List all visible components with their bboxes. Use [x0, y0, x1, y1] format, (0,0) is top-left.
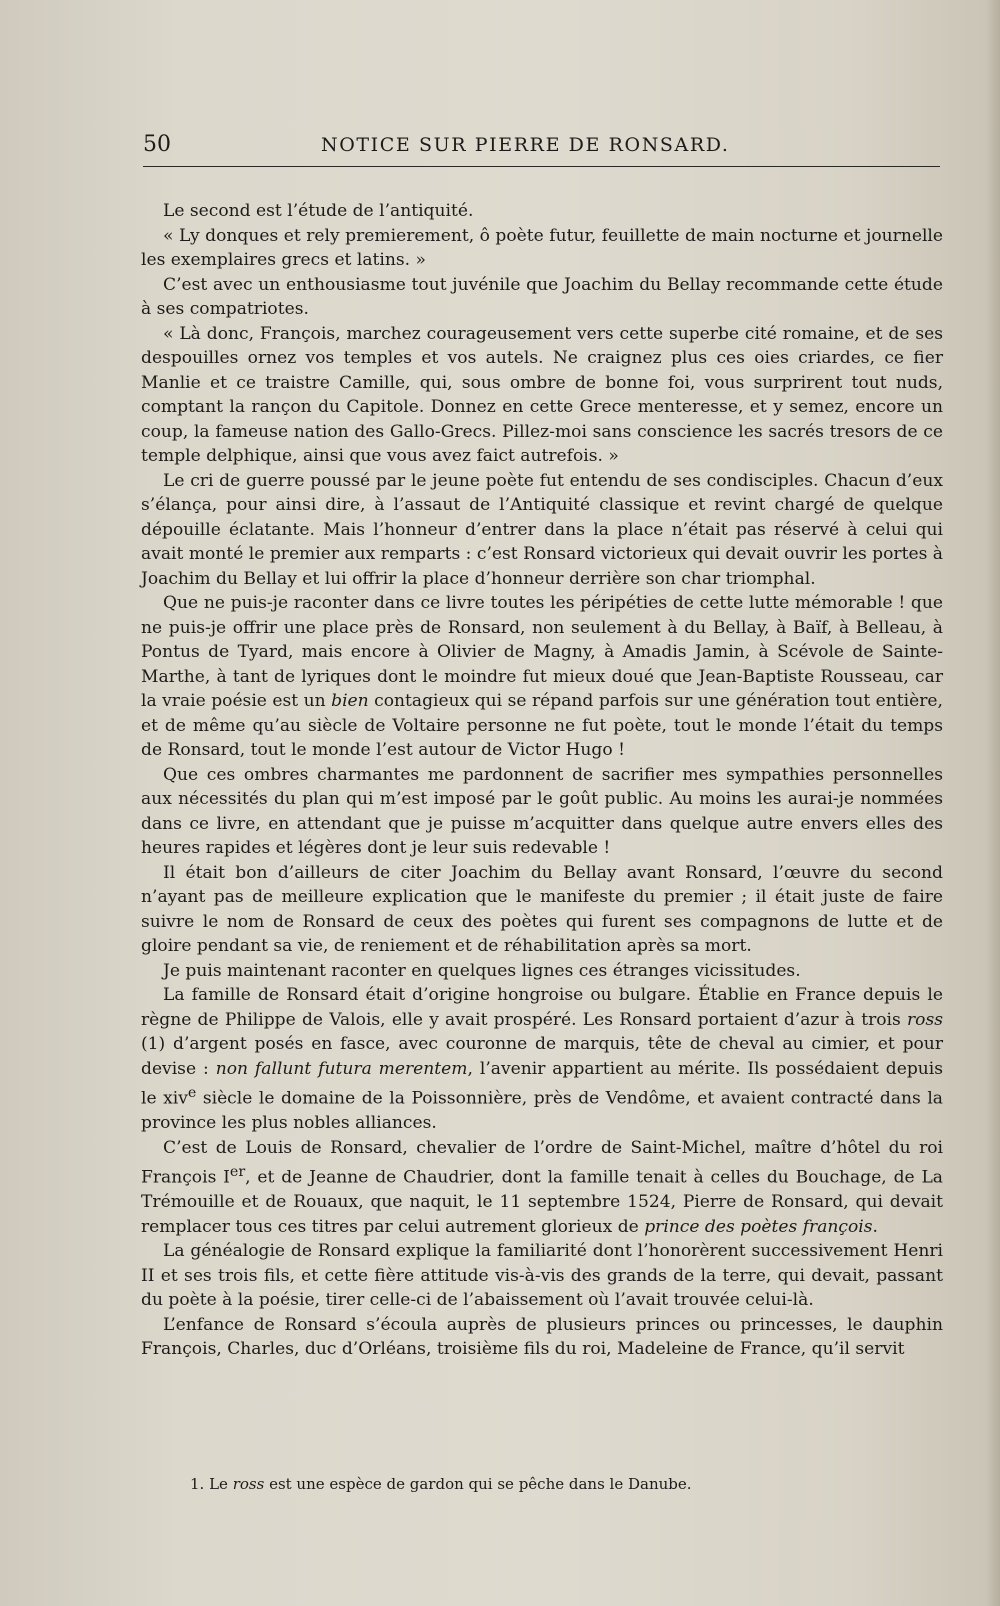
text-run: L’enfance de Ronsard s’écoula auprès de plusieurs princes ou princesses, le dauphin François, Charles, duc d’Orléans, troisième fils du roi, Madeleine de France, qu’il servit — [141, 1314, 943, 1360]
text-run: Le second est l’étude de l’antiquité. — [163, 201, 474, 221]
paragraph — [141, 983, 943, 1136]
paragraph — [141, 469, 943, 592]
text-run: . — [872, 1216, 878, 1237]
italic-text: ross — [906, 1009, 943, 1030]
text-run: Il était bon d’ailleurs de citer Joachim du Bellay avant Ronsard, l’œuvre du second n’ayant pas de meilleure explication que le manifeste du premier ; il était juste de faire suivre le nom de Ronsard de ceux des poètes qui furent ses compagnons de lutte et de gloire pendant sa vie, de reniement et de réhabilitation après sa mort. — [141, 862, 943, 956]
italic-text: non fallunt futura merentem — [215, 1058, 468, 1079]
paragraph — [141, 591, 943, 763]
paragraph — [141, 199, 943, 224]
paragraph — [141, 1313, 943, 1362]
paragraph — [141, 1136, 943, 1240]
page-number: 50 — [143, 132, 171, 157]
text-run: Que ne puis-je raconter dans ce livre toutes les péripéties de cette lutte mémorable ! que ne puis-je offrir une place près de Ronsard, non seulement à du Bellay, à Baïf, à Belleau, à Pontus de Tyard, mais encore à Olivier de Magny, à Amadis Jamin, à Scévole de Sainte-Marthe, à tant de lyriques dont le moindre fut mieux doué que Jean-Baptiste Rousseau, car la vraie poésie est un — [141, 593, 943, 711]
paragraph — [141, 959, 943, 984]
paragraph — [141, 273, 943, 322]
header-rule — [143, 166, 940, 167]
text-run: Le cri de guerre poussé par le jeune poète fut entendu de ses condisciples. Chacun d’eux s’élança, pour ainsi dire, à l’assaut de l’Antiquité classique et revint chargé de quelque dépouille éclatante. Mais l’honneur d’entrer dans la place n’était pas réservé à celui qui avait monté le premier aux remparts : c’est Ronsard victorieux qui devait ouvrir les portes à Joachim du Bellay et lui offrir la place d’honneur derrière son char triomphal. — [141, 470, 943, 589]
paragraph — [141, 224, 943, 273]
italic-text: prince des poètes françois — [644, 1216, 873, 1237]
text-run: (1) d’argent posés en fasce, avec couronne de marquis, tête de cheval au cimier, et pour devise : — [141, 1034, 943, 1079]
paragraph — [141, 861, 943, 959]
paragraph — [141, 763, 943, 861]
italic-text: bien — [331, 691, 369, 711]
text-run: est une espèce de gardon qui se pêche dans le Danube. — [264, 1475, 692, 1493]
paragraph — [141, 1239, 943, 1313]
text-run: C’est de Louis de Ronsard, chevalier de l’ordre de Saint-Michel, maître d’hôtel du roi François I — [141, 1137, 943, 1188]
page-header — [143, 128, 940, 162]
text-run: contagieux qui se répand parfois sur une génération tout entière, et de même qu’au siècle de Voltaire personne ne fut poète, tout le monde l’était du temps de Ronsard, tout le monde l’est autour de Victor Hugo ! — [141, 691, 943, 760]
text-run: La famille de Ronsard était d’origine hongroise ou bulgare. Établie en France depuis le règne de Philippe de Valois, elle y avait prospéré. Les Ronsard portaient d’azur à trois — [141, 985, 943, 1030]
text-run: , et de Jeanne de Chaudrier, dont la famille tenait à celles du Bouchage, de La Trémouille et de Rouaux, que naquit, le 11 septembre 1524, Pierre de Ronsard, qui devait remplacer tous ces titres par celui autrement glorieux de — [141, 1167, 943, 1237]
paragraph — [141, 322, 943, 469]
italic-text: ross — [232, 1475, 265, 1493]
text-run: 1. Le — [190, 1475, 233, 1493]
text-run: « Ly donques et rely premierement, ô poète futur, feuillette de main nocturne et journelle les exemplaires grecs et latins. » — [141, 225, 943, 270]
body-text — [141, 199, 943, 1362]
footnote — [190, 1474, 940, 1494]
text-run: La généalogie de Ronsard explique la familiarité dont l’honorèrent successivement Henri II et ses trois fils, et cette fière attitude vis-à-vis des grands de la terre, qui devait, passant du poète à la poésie, tirer celle-ci de l’abaissement où l’avait trouvée celui-là. — [141, 1241, 943, 1311]
text-run: siècle le domaine de la Poissonnière, près de Vendôme, et avaient contracté dans la province les plus nobles alliances. — [141, 1088, 944, 1134]
text-run: C’est avec un enthousiasme tout juvénile que Joachim du Bellay recommande cette étude à ses compatriotes. — [141, 274, 943, 319]
superscript-text: e — [187, 1085, 197, 1101]
text-run: Que ces ombres charmantes me pardonnent de sacrifier mes sympathies personnelles aux nécessités du plan qui m’est imposé par le goût public. Au moins les aurai-je nommées dans ce livre, en attendant que je puisse m’acquitter dans quelque autre envers elles des heures rapides et légères dont je leur suis redevable ! — [141, 764, 943, 858]
text-run: Je puis maintenant raconter en quelques lignes ces étranges vicissitudes. — [163, 960, 801, 981]
text-run: , l’avenir appartient au mérite. Ils possédaient depuis le xiv — [141, 1058, 944, 1109]
text-run: « Là donc, François, marchez courageusement vers cette superbe cité romaine, et de ses despouilles ornez vos temples et vos autels. Ne craignez plus ces oies criardes, ce fier Manlie et ce traistre Camille, qui, sous ombre de bonne foi, vous surprirent tout nuds, comptant la rançon du Capitole. Donnez en cette Grece menteresse, et y semez, encore un coup, la fameuse nation des Gallo-Grecs. Pillez-moi sans conscience les sacrés tresors de ce temple delphique, ainsi que vous avez faict autrefois. » — [141, 323, 943, 466]
page-edge-shadow — [986, 0, 1000, 1606]
superscript-text: er — [229, 1164, 246, 1181]
running-title: NOTICE SUR PIERRE DE RONSARD. — [321, 134, 730, 156]
